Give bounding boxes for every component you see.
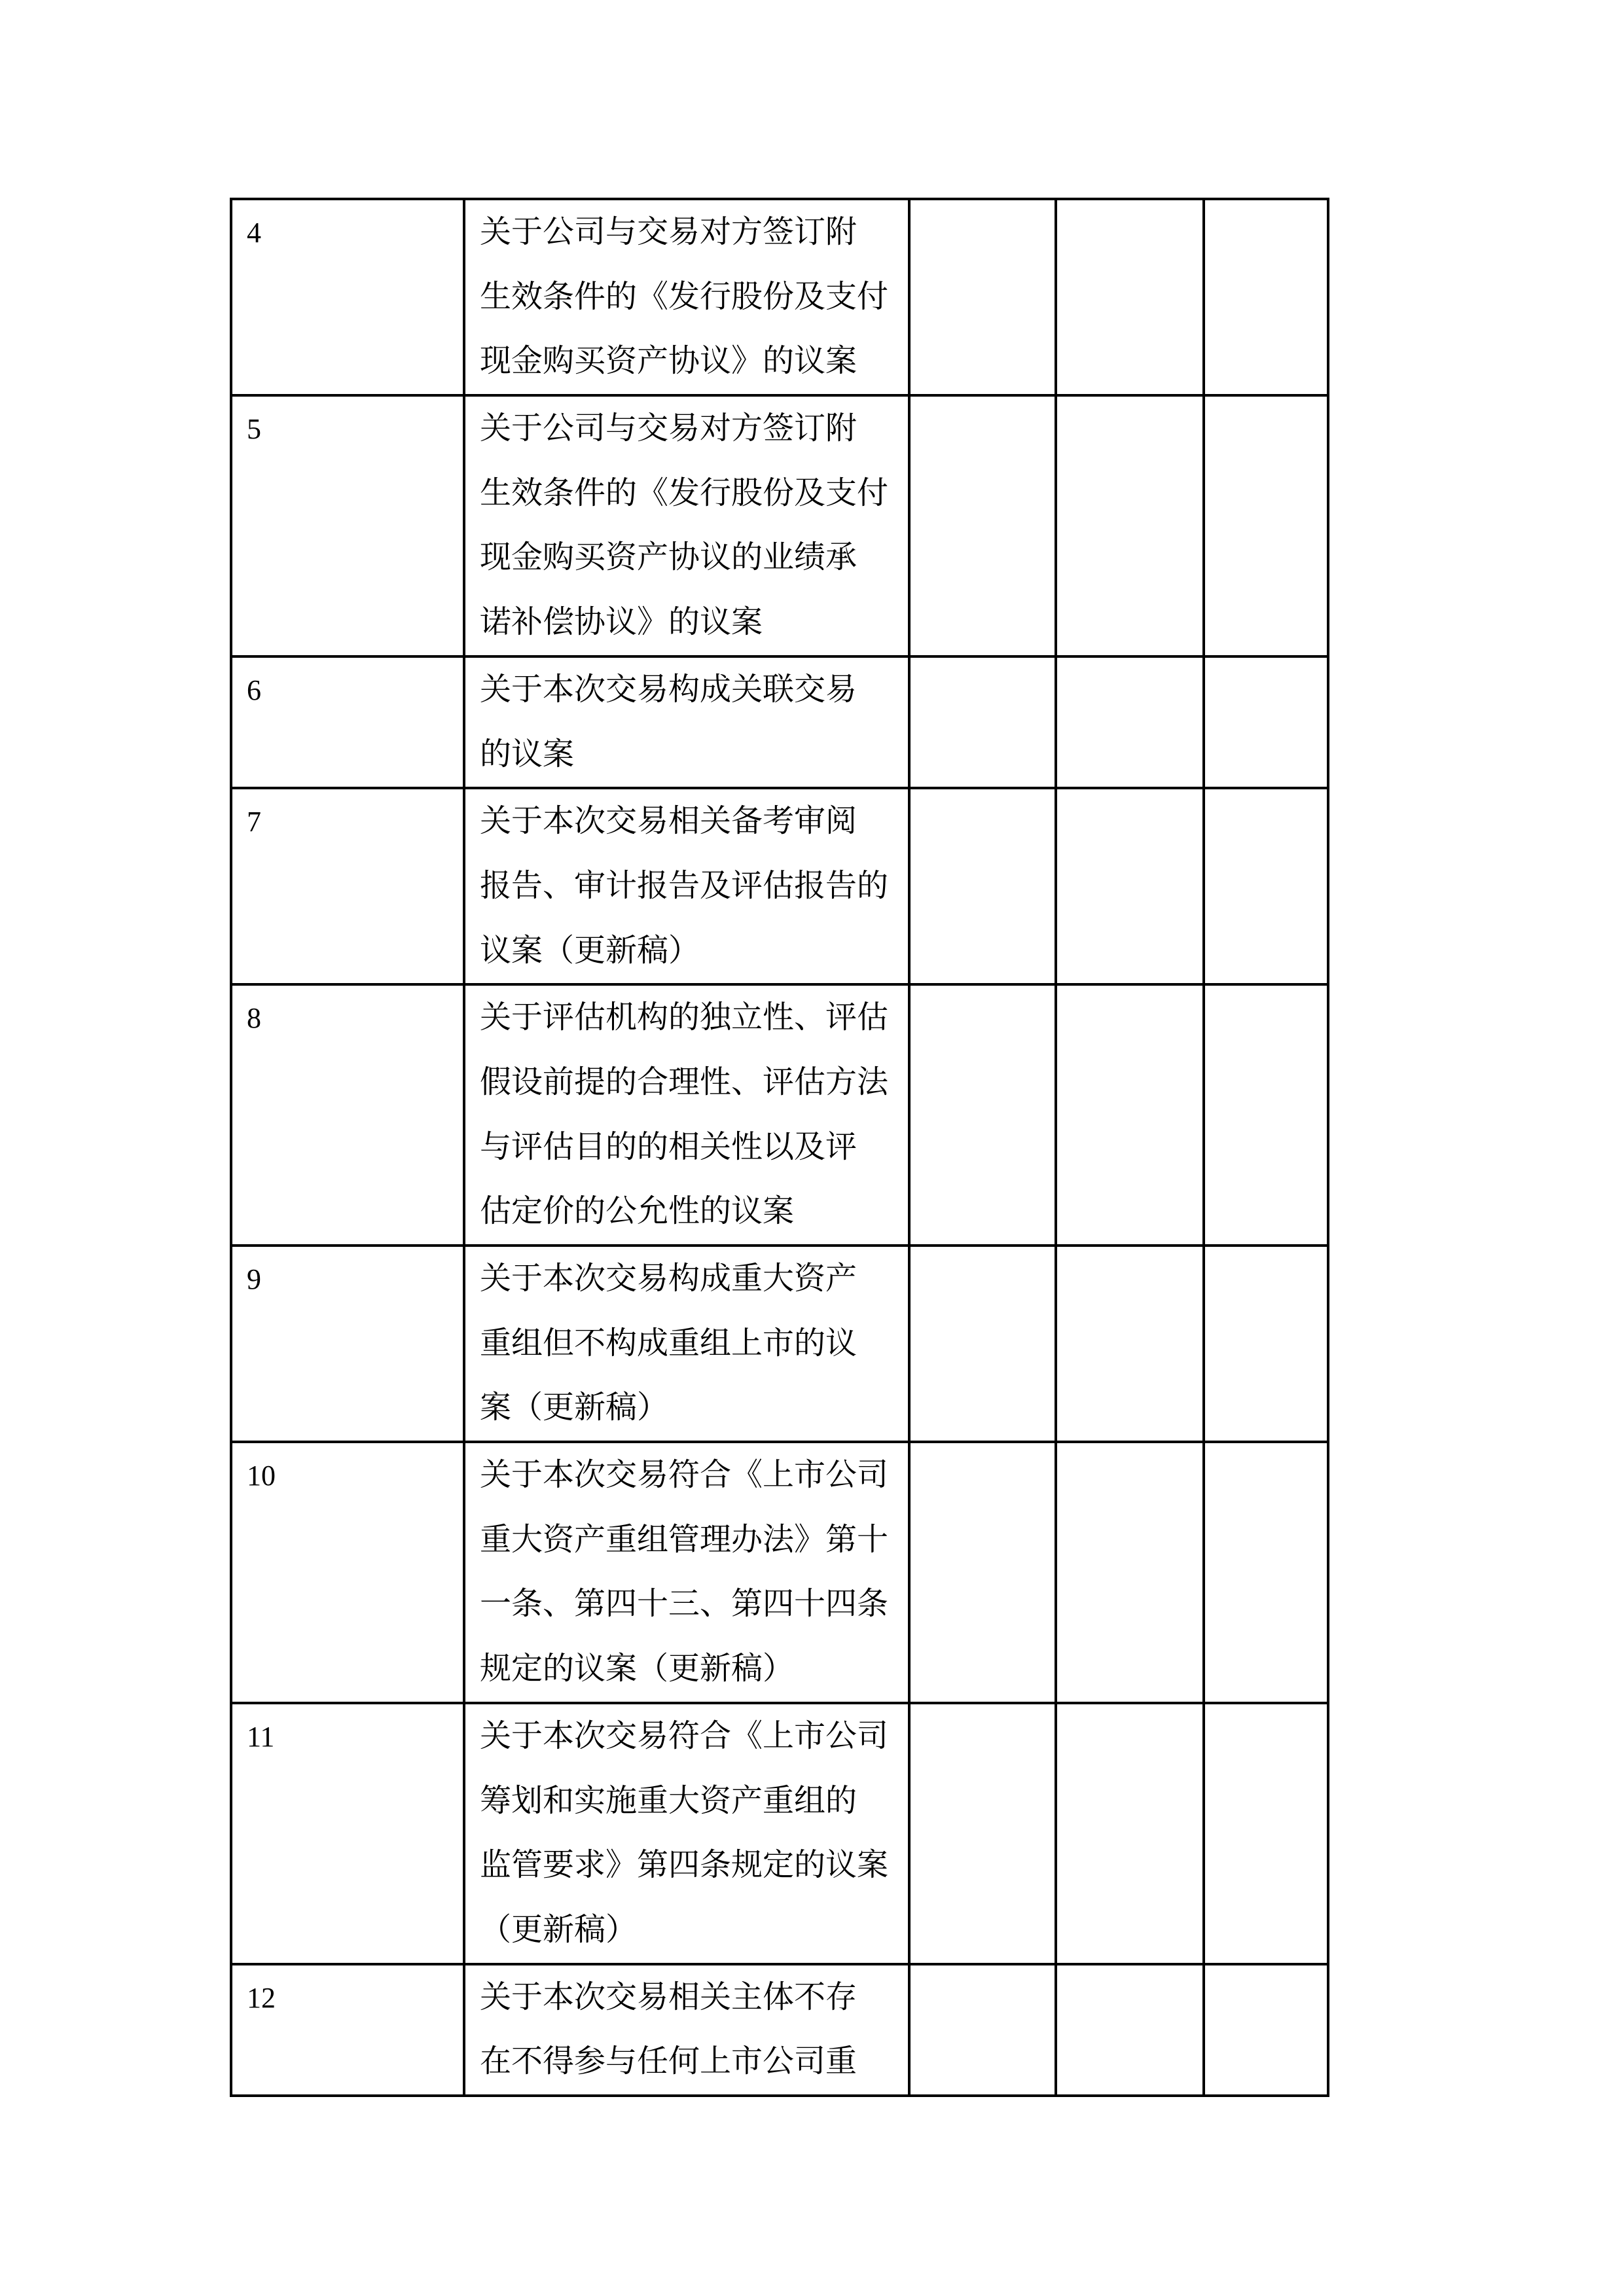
proposal-title: 关于本次交易构成关联交易 的议案 [464, 656, 909, 788]
vote-cell-oppose[interactable] [1056, 1246, 1204, 1442]
proposal-voting-table [230, 198, 1329, 2097]
proposal-title: 关于本次交易构成重大资产 重组但不构成重组上市的议 案（更新稿） [464, 1246, 909, 1442]
row-number: 11 [231, 1703, 464, 1964]
row-number: 4 [231, 199, 464, 395]
vote-cell-abstain[interactable] [1204, 199, 1328, 395]
vote-cell-agree[interactable] [909, 1246, 1056, 1442]
row-number: 6 [231, 656, 464, 788]
vote-cell-abstain[interactable] [1204, 1964, 1328, 2096]
row-number: 8 [231, 984, 464, 1246]
vote-cell-oppose[interactable] [1056, 1442, 1204, 1703]
proposal-title: 关于公司与交易对方签订附 生效条件的《发行股份及支付 现金购买资产协议的业绩承 诺补偿协议》的议案 [464, 395, 909, 656]
row-number: 12 [231, 1964, 464, 2096]
vote-cell-abstain[interactable] [1204, 1442, 1328, 1703]
vote-cell-agree[interactable] [909, 199, 1056, 395]
vote-cell-agree[interactable] [909, 656, 1056, 788]
vote-cell-agree[interactable] [909, 1964, 1056, 2096]
proposal-title: 关于本次交易相关主体不存 在不得参与任何上市公司重 [464, 1964, 909, 2096]
vote-cell-abstain[interactable] [1204, 656, 1328, 788]
table-row [231, 199, 1328, 395]
row-number: 9 [231, 1246, 464, 1442]
vote-cell-oppose[interactable] [1056, 984, 1204, 1246]
row-number: 10 [231, 1442, 464, 1703]
vote-cell-abstain[interactable] [1204, 788, 1328, 984]
vote-cell-abstain[interactable] [1204, 1246, 1328, 1442]
proposal-title: 关于本次交易相关备考审阅 报告、审计报告及评估报告的 议案（更新稿） [464, 788, 909, 984]
table-row [231, 1964, 1328, 2096]
proposal-title: 关于本次交易符合《上市公司 筹划和实施重大资产重组的 监管要求》第四条规定的议案 （更新稿） [464, 1703, 909, 1964]
vote-cell-agree[interactable] [909, 984, 1056, 1246]
vote-cell-oppose[interactable] [1056, 395, 1204, 656]
vote-cell-agree[interactable] [909, 395, 1056, 656]
table-row [231, 788, 1328, 984]
vote-cell-oppose[interactable] [1056, 656, 1204, 788]
vote-cell-oppose[interactable] [1056, 1964, 1204, 2096]
table-row [231, 1246, 1328, 1442]
proposal-title: 关于本次交易符合《上市公司 重大资产重组管理办法》第十 一条、第四十三、第四十四条 规定的议案（更新稿） [464, 1442, 909, 1703]
vote-cell-oppose[interactable] [1056, 199, 1204, 395]
table-row [231, 984, 1328, 1246]
row-number: 5 [231, 395, 464, 656]
proposal-title: 关于评估机构的独立性、评估 假设前提的合理性、评估方法 与评估目的的相关性以及评 估定价的公允性的议案 [464, 984, 909, 1246]
vote-cell-agree[interactable] [909, 788, 1056, 984]
vote-cell-abstain[interactable] [1204, 984, 1328, 1246]
table-row [231, 1703, 1328, 1964]
vote-cell-abstain[interactable] [1204, 395, 1328, 656]
vote-cell-abstain[interactable] [1204, 1703, 1328, 1964]
vote-cell-oppose[interactable] [1056, 1703, 1204, 1964]
vote-cell-oppose[interactable] [1056, 788, 1204, 984]
vote-cell-agree[interactable] [909, 1703, 1056, 1964]
row-number: 7 [231, 788, 464, 984]
table-row [231, 395, 1328, 656]
proposal-title: 关于公司与交易对方签订附 生效条件的《发行股份及支付 现金购买资产协议》的议案 [464, 199, 909, 395]
table-row [231, 1442, 1328, 1703]
vote-cell-agree[interactable] [909, 1442, 1056, 1703]
table-row [231, 656, 1328, 788]
